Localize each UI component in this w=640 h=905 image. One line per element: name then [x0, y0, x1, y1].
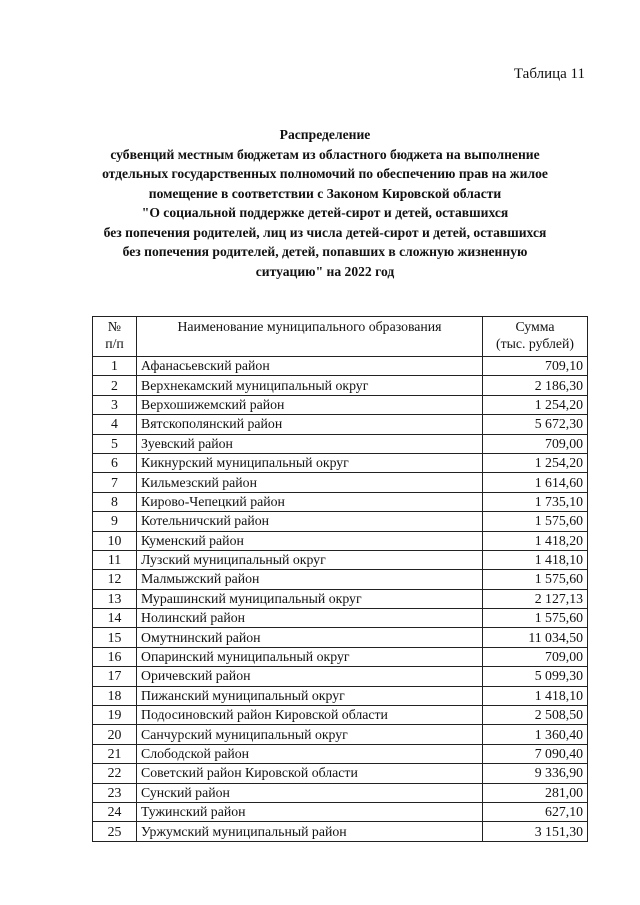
row-sum: 2 508,50	[483, 706, 588, 725]
row-number: 23	[93, 783, 137, 802]
row-number: 5	[93, 434, 137, 453]
row-sum: 1 360,40	[483, 725, 588, 744]
row-municipality: Лузский муниципальный округ	[137, 550, 483, 569]
row-municipality: Зуевский район	[137, 434, 483, 453]
row-municipality: Советский район Кировской области	[137, 764, 483, 783]
row-number: 20	[93, 725, 137, 744]
row-sum: 2 186,30	[483, 376, 588, 395]
row-sum: 1 575,60	[483, 512, 588, 531]
row-municipality: Уржумский муниципальный район	[137, 822, 483, 841]
row-number: 10	[93, 531, 137, 550]
row-sum: 627,10	[483, 802, 588, 821]
row-municipality: Санчурский муниципальный округ	[137, 725, 483, 744]
table-row	[93, 550, 588, 569]
row-sum: 709,00	[483, 434, 588, 453]
row-sum: 281,00	[483, 783, 588, 802]
table-row	[93, 725, 588, 744]
row-number: 7	[93, 473, 137, 492]
row-municipality: Сунский район	[137, 783, 483, 802]
row-number: 22	[93, 764, 137, 783]
row-sum: 9 336,90	[483, 764, 588, 783]
table-header-row	[93, 317, 588, 357]
table-row	[93, 744, 588, 763]
table-row	[93, 706, 588, 725]
table-row	[93, 415, 588, 434]
table-row	[93, 822, 588, 841]
row-number: 8	[93, 492, 137, 511]
row-municipality: Опаринский муниципальный округ	[137, 647, 483, 666]
table-number-label: Таблица 11	[513, 66, 585, 82]
table-row	[93, 376, 588, 395]
row-municipality: Мурашинский муниципальный округ	[137, 589, 483, 608]
row-sum: 11 034,50	[483, 628, 588, 647]
title-line: "О социальной поддержке детей-сирот и детей, оставшихся	[141, 205, 509, 220]
row-sum: 1 575,60	[483, 570, 588, 589]
title-line: ситуацию" на 2022 год	[255, 263, 395, 279]
table-row	[93, 667, 588, 686]
table-row	[93, 434, 588, 453]
row-number: 14	[93, 609, 137, 628]
row-municipality: Тужинский район	[137, 802, 483, 821]
document-title	[60, 125, 590, 281]
table-row	[93, 764, 588, 783]
row-number: 3	[93, 395, 137, 414]
row-municipality: Афанасьевский район	[137, 357, 483, 376]
row-sum: 1 418,10	[483, 686, 588, 705]
row-number: 19	[93, 706, 137, 725]
row-number: 16	[93, 647, 137, 666]
title-line: без попечения родителей, детей, попавших в сложную жизненную	[122, 244, 528, 259]
row-number: 9	[93, 512, 137, 531]
row-municipality: Куменский район	[137, 531, 483, 550]
table-row	[93, 609, 588, 628]
title-line: без попечения родителей, лиц из числа детей-сирот и детей, оставшихся	[103, 224, 547, 240]
row-number: 12	[93, 570, 137, 589]
table-row	[93, 473, 588, 492]
row-municipality: Омутнинский район	[137, 628, 483, 647]
row-municipality: Кирово-Чепецкий район	[137, 492, 483, 511]
row-municipality: Верхнекамский муниципальный округ	[137, 376, 483, 395]
title-line: помещение в соответствии с Законом Кировской области	[148, 185, 502, 201]
row-number: 2	[93, 376, 137, 395]
row-municipality: Кильмезский район	[137, 473, 483, 492]
table-row	[93, 628, 588, 647]
row-sum: 1 735,10	[483, 492, 588, 511]
row-municipality: Кикнурский муниципальный округ	[137, 453, 483, 472]
row-sum: 5 672,30	[483, 415, 588, 434]
row-municipality: Котельничский район	[137, 512, 483, 531]
row-sum: 1 254,20	[483, 395, 588, 414]
row-number: 17	[93, 667, 137, 686]
row-sum: 2 127,13	[483, 589, 588, 608]
table-row	[93, 647, 588, 666]
table-row	[93, 357, 588, 376]
title-line: отдельных государственных полномочий по обеспечению прав на жилое	[102, 166, 548, 181]
row-sum: 7 090,40	[483, 744, 588, 763]
row-number: 6	[93, 453, 137, 472]
table-row	[93, 589, 588, 608]
row-number: 21	[93, 744, 137, 763]
header-sum-line1: Сумма	[515, 319, 555, 334]
table-row	[93, 802, 588, 821]
header-number-line1: №	[107, 319, 122, 334]
row-sum: 1 575,60	[483, 609, 588, 628]
table-row	[93, 686, 588, 705]
distribution-table	[92, 316, 588, 842]
row-sum: 709,00	[483, 647, 588, 666]
row-number: 25	[93, 822, 137, 841]
row-municipality: Вятскополянский район	[137, 415, 483, 434]
header-sum	[483, 317, 588, 357]
table-row	[93, 395, 588, 414]
title-line: субвенций местным бюджетам из областного бюджета на выполнение	[110, 146, 540, 162]
header-sum-line2: (тыс. рублей)	[495, 336, 574, 351]
table-row	[93, 570, 588, 589]
row-sum: 1 418,10	[483, 550, 588, 569]
table-row	[93, 531, 588, 550]
row-municipality: Оричевский район	[137, 667, 483, 686]
row-sum: 1 614,60	[483, 473, 588, 492]
row-municipality: Нолинский район	[137, 609, 483, 628]
row-municipality: Малмыжский район	[137, 570, 483, 589]
title-line: Распределение	[279, 127, 371, 142]
row-sum: 709,10	[483, 357, 588, 376]
table-body	[93, 357, 588, 842]
row-number: 4	[93, 415, 137, 434]
table-row	[93, 492, 588, 511]
row-number: 13	[93, 589, 137, 608]
row-sum: 5 099,30	[483, 667, 588, 686]
row-sum: 1 418,20	[483, 531, 588, 550]
header-name: Наименование муниципального образования	[137, 317, 483, 357]
row-number: 15	[93, 628, 137, 647]
row-number: 11	[93, 550, 137, 569]
table-row	[93, 783, 588, 802]
table-row	[93, 453, 588, 472]
row-municipality: Пижанский муниципальный округ	[137, 686, 483, 705]
header-number	[93, 317, 137, 357]
table-row	[93, 512, 588, 531]
row-sum: 1 254,20	[483, 453, 588, 472]
row-sum: 3 151,30	[483, 822, 588, 841]
row-number: 1	[93, 357, 137, 376]
row-municipality: Слободской район	[137, 744, 483, 763]
row-municipality: Верхошижемский район	[137, 395, 483, 414]
header-number-line2: п/п	[105, 336, 124, 351]
row-number: 18	[93, 686, 137, 705]
row-municipality: Подосиновский район Кировской области	[137, 706, 483, 725]
row-number: 24	[93, 802, 137, 821]
